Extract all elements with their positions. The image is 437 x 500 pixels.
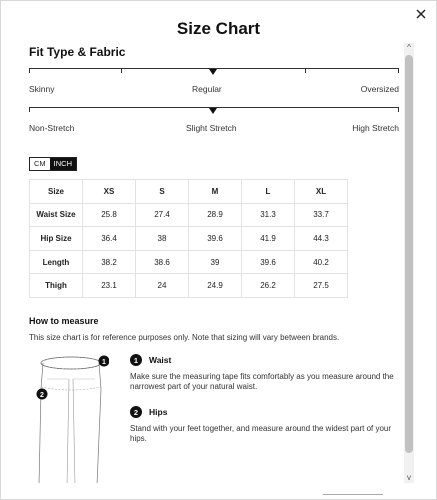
table-cell: 39.6 xyxy=(189,227,242,251)
fit-label-oversized: Oversized xyxy=(360,84,399,94)
table-cell: 39.6 xyxy=(242,250,295,274)
fit-label-regular: Regular xyxy=(192,84,222,94)
table-header: L xyxy=(242,180,295,204)
step-waist xyxy=(130,354,400,392)
table-header: S xyxy=(136,180,189,204)
table-cell: 28.9 xyxy=(189,203,242,227)
modal-title: Size Chart xyxy=(176,19,261,38)
vertical-scrollbar[interactable] xyxy=(404,43,414,483)
step-number-badge: 2 xyxy=(130,406,142,418)
table-cell: 33.7 xyxy=(295,203,348,227)
scroll-down-icon[interactable]: v xyxy=(407,473,411,482)
fit-label-skinny: Skinny xyxy=(29,84,55,94)
step-text: Stand with your feet together, and measure around the widest part of your hips. xyxy=(130,424,392,443)
table-cell: 41.9 xyxy=(242,227,295,251)
unit-inch-button[interactable]: INCH xyxy=(50,158,76,170)
table-cell: 39 xyxy=(189,250,242,274)
row-label: Waist Size xyxy=(30,203,83,227)
table-cell: 38.6 xyxy=(136,250,189,274)
figure-marker-1-label: 1 xyxy=(102,359,106,366)
table-header: Size xyxy=(30,180,83,204)
table-cell: 25.8 xyxy=(83,203,136,227)
table-cell: 36.4 xyxy=(83,227,136,251)
table-cell: 23.1 xyxy=(83,274,136,298)
table-cell: 24.9 xyxy=(189,274,242,298)
table-header: XS xyxy=(83,180,136,204)
table-cell: 40.2 xyxy=(295,250,348,274)
fabric-stretch-scale xyxy=(29,107,399,117)
table-cell: 24 xyxy=(136,274,189,298)
reference-note: This size chart is for reference purposes only. Note that sizing will vary between brands. xyxy=(29,333,340,342)
fabric-marker xyxy=(209,108,217,114)
step-text: Make sure the measuring tape fits comfortably as you measure around the narrowest part of your natural waist. xyxy=(130,372,394,391)
table-header: M xyxy=(189,180,242,204)
row-label: Hip Size xyxy=(30,227,83,251)
table-row xyxy=(30,203,348,227)
step-title: Hips xyxy=(149,407,168,417)
table-cell: 38 xyxy=(136,227,189,251)
table-header-row xyxy=(30,180,348,204)
step-hips xyxy=(130,406,400,444)
footer-divider xyxy=(323,494,383,498)
table-cell: 31.3 xyxy=(242,203,295,227)
fabric-label-non-stretch: Non-Stretch xyxy=(29,123,75,133)
how-to-measure-title: How to measure xyxy=(29,316,99,326)
fit-section-title: Fit Type & Fabric xyxy=(29,45,126,59)
fit-type-scale xyxy=(29,68,399,78)
table-cell: 38.2 xyxy=(83,250,136,274)
row-label: Thigh xyxy=(30,274,83,298)
table-cell: 44.3 xyxy=(295,227,348,251)
fabric-label-slight-stretch: Slight Stretch xyxy=(186,123,237,133)
table-cell: 27.4 xyxy=(136,203,189,227)
table-cell: 27.5 xyxy=(295,274,348,298)
table-row xyxy=(30,274,348,298)
modal-content xyxy=(29,43,401,483)
table-header: XL xyxy=(295,180,348,204)
table-cell: 26.2 xyxy=(242,274,295,298)
fit-type-marker xyxy=(209,69,217,75)
fabric-label-high-stretch: High Stretch xyxy=(352,123,399,133)
scroll-up-icon[interactable]: ^ xyxy=(407,43,411,52)
step-number-badge: 1 xyxy=(130,354,142,366)
pants-figure xyxy=(29,349,109,483)
table-row xyxy=(30,227,348,251)
measure-steps xyxy=(130,354,400,444)
unit-toggle xyxy=(29,157,77,171)
step-title: Waist xyxy=(149,355,172,365)
row-label: Length xyxy=(30,250,83,274)
table-row xyxy=(30,250,348,274)
unit-cm-button[interactable]: CM xyxy=(34,159,46,168)
scrollbar-thumb[interactable] xyxy=(405,55,413,453)
figure-marker-2-label: 2 xyxy=(40,392,44,399)
size-table xyxy=(29,179,348,298)
